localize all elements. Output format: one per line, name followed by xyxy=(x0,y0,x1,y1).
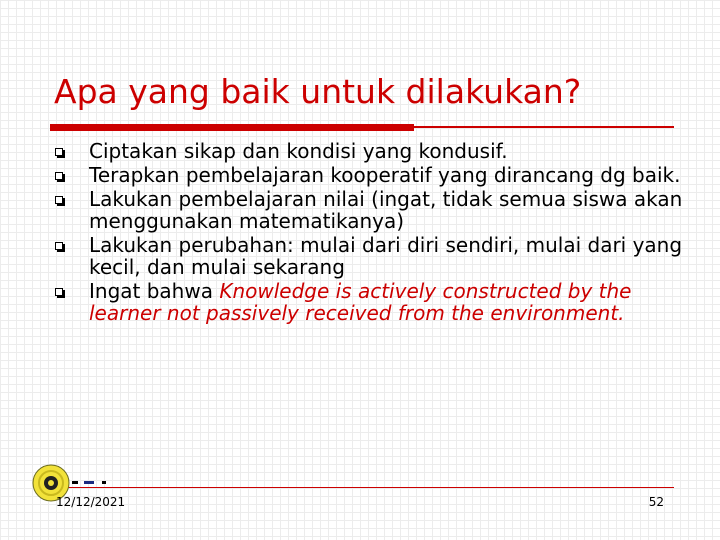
square-bullet-icon xyxy=(55,242,63,250)
bullet-item xyxy=(52,140,692,162)
bullet-list xyxy=(52,140,692,326)
square-bullet-icon xyxy=(55,196,63,204)
bullet-item xyxy=(52,188,692,232)
square-bullet-icon xyxy=(55,172,63,180)
bullet-text: Lakukan pembelajaran nilai (ingat, tidak semua siswa akan menggunakan matematikanya) xyxy=(89,187,683,233)
square-bullet-icon xyxy=(55,288,63,296)
slide-title: Apa yang baik untuk dilakukan? xyxy=(54,72,582,111)
footer-date: 12/12/2021 xyxy=(56,495,126,509)
bullet-item xyxy=(52,164,692,186)
square-bullet-icon xyxy=(55,148,63,156)
footer-rule xyxy=(58,487,674,488)
bullet-item xyxy=(52,280,692,324)
bullet-text: Ciptakan sikap dan kondisi yang kondusif. xyxy=(89,139,508,163)
bullet-text: Lakukan perubahan: mulai dari diri sendiri, mulai dari yang kecil, dan mulai sekarang xyxy=(89,233,683,279)
footer-dashes-decoration xyxy=(70,480,110,486)
bullet-item xyxy=(52,234,692,278)
bullet-text: Ingat bahwa xyxy=(89,279,220,303)
title-underline-thick xyxy=(50,124,414,131)
bullet-emphasis-text: Knowledge is actively constructed by the learner not passively received from the environment. xyxy=(89,279,632,325)
page-number: 52 xyxy=(648,495,664,509)
bullet-text: Terapkan pembelajaran kooperatif yang dirancang dg baik. xyxy=(89,163,681,187)
title-underline-thin xyxy=(414,126,674,128)
